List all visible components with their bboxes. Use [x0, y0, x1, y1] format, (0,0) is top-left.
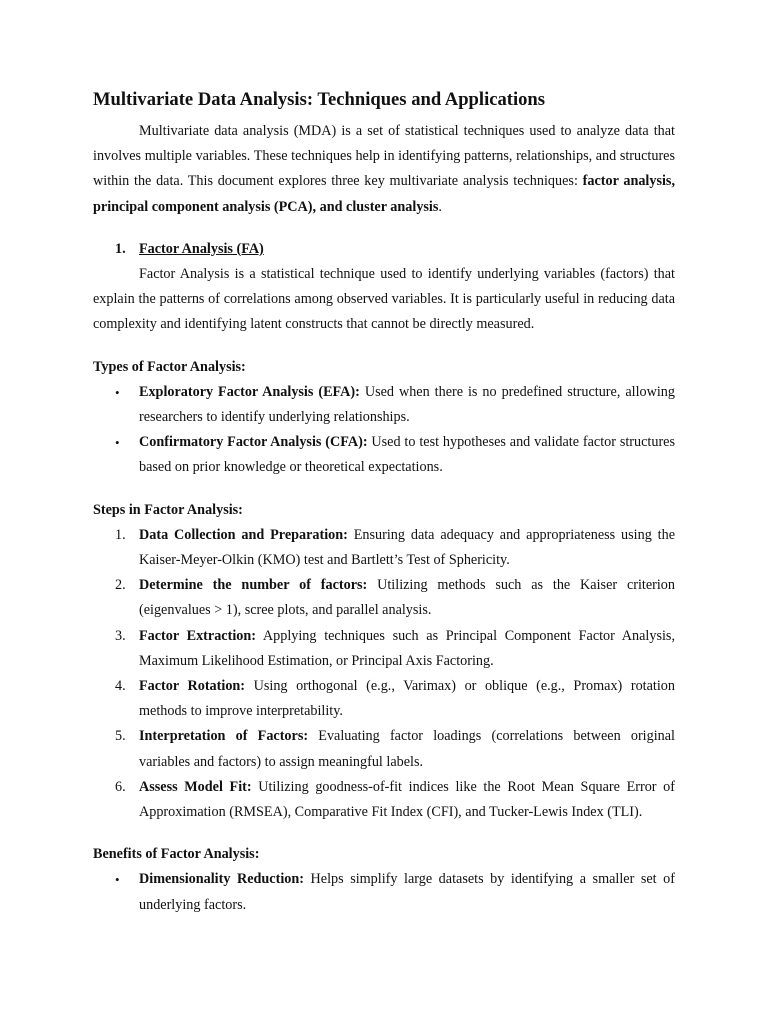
list-item [93, 573, 675, 623]
list-item [93, 380, 675, 430]
bullet-icon: • [115, 872, 120, 888]
section-heading-factor-analysis [93, 237, 675, 262]
list-item-text [139, 523, 675, 573]
benefits-heading: Benefits of Factor Analysis: [93, 846, 260, 863]
list-item-body: Used to test hypotheses and validate factor structures based on prior knowledge or theoretical expectations. [139, 434, 675, 476]
list-item-body: Ensuring data adequacy and appropriateness using the Kaiser-Meyer-Olkin (KMO) test and Bartlett’s Test of Sphericity. [139, 526, 675, 569]
bullet-icon: • [115, 384, 120, 400]
list-item-text [139, 573, 675, 623]
list-item-term: Dimensionality Reduction: [139, 871, 304, 888]
intro-text: Multivariate data analysis (MDA) is a set of statistical techniques used to analyze data that involves multiple variables. These techniques help in identifying patterns, relationships, and structures within the data. This document explores three key multivariate analysis techniques: [93, 123, 675, 190]
list-item-text [139, 380, 675, 430]
list-item-term: Interpretation of Factors: [139, 728, 309, 745]
types-list [93, 380, 675, 481]
list-item-number: 1. [115, 526, 126, 543]
list-item-body: Utilizing methods such as the Kaiser criterion (eigenvalues > 1), scree plots, and parallel analysis. [139, 577, 675, 619]
list-item-number: 2. [115, 577, 126, 594]
list-item [93, 674, 675, 724]
steps-list [93, 523, 675, 825]
intro-paragraph [93, 119, 675, 220]
list-item [93, 430, 675, 480]
list-item [93, 624, 675, 674]
steps-heading: Steps in Factor Analysis: [93, 501, 243, 518]
list-item [93, 775, 675, 825]
list-item [93, 523, 675, 573]
bullet-icon: • [115, 435, 120, 451]
list-item-term: Exploratory Factor Analysis (EFA): [139, 383, 360, 400]
list-item-body: Applying techniques such as Principal Component Factor Analysis, Maximum Likelihood Estimation, or Principal Axis Factoring. [139, 627, 675, 669]
list-item-body: Using orthogonal (e.g., Varimax) or oblique (e.g., Promax) rotation methods to improve interpretability. [139, 678, 675, 720]
list-item-text [139, 775, 675, 825]
list-item-text [139, 674, 675, 724]
list-item-term: Data Collection and Preparation: [139, 526, 348, 543]
intro-end: . [438, 198, 442, 215]
document-title: Multivariate Data Analysis: Techniques and Applications [93, 89, 546, 110]
list-item-term: Determine the number of factors: [139, 577, 368, 594]
list-item-number: 4. [115, 678, 126, 695]
list-item-text [139, 624, 675, 674]
list-item-number: 3. [115, 627, 126, 644]
list-item-term: Confirmatory Factor Analysis (CFA): [139, 434, 368, 451]
list-item-text [139, 867, 675, 917]
list-item-term: Factor Extraction: [139, 627, 256, 644]
document-page [93, 86, 675, 918]
list-item-body: Helps simplify large datasets by identifying a smaller set of underlying factors. [139, 871, 675, 913]
list-item-term: Assess Model Fit: [139, 778, 252, 795]
types-heading: Types of Factor Analysis: [93, 358, 246, 375]
list-item [93, 867, 675, 917]
intro-bold-techniques: factor analysis, principal component analysis (PCA), and cluster analysis [93, 173, 676, 215]
list-item-body: Evaluating factor loadings (correlations between original variables and factors) to assign meaningful labels. [139, 728, 675, 770]
list-item [93, 724, 675, 774]
list-item-text [139, 724, 675, 774]
list-item-number: 6. [115, 778, 126, 795]
benefits-list [93, 867, 675, 917]
section-title: Factor Analysis (FA) [139, 240, 264, 257]
list-item-body: Used when there is no predefined structure, allowing researchers to identify underlying relationships. [139, 383, 675, 426]
section-number: 1. [115, 240, 126, 257]
list-item-number: 5. [115, 728, 126, 745]
list-item-body: Utilizing goodness-of-fit indices like the Root Mean Square Error of Approximation (RMSEA), Comparative Fit Index (CFI), and Tucker-Lewis Index (TLI). [139, 778, 675, 821]
list-item-term: Factor Rotation: [139, 678, 246, 695]
factor-analysis-paragraph: Factor Analysis is a statistical technique used to identify underlying variables (factors) that explain the patterns of correlations among observed variables. It is particularly useful in reducing data complexity and identifying latent constructs that cannot be directly measured. [93, 266, 675, 333]
list-item-text [139, 430, 675, 480]
